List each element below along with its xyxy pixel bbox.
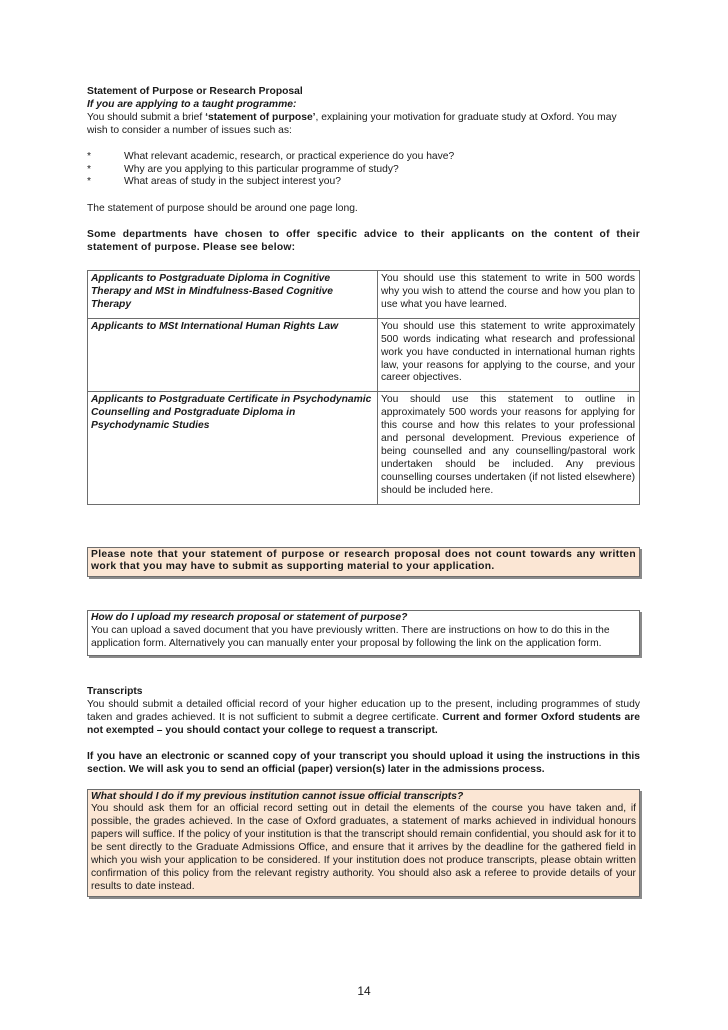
applicants-cell: Applicants to MSt International Human Rights Law	[88, 318, 378, 392]
page-number: 14	[357, 984, 371, 998]
length-note: The statement of purpose should be around one page long.	[87, 203, 358, 215]
list-item: * What areas of study in the subject interest you?	[87, 176, 341, 188]
upload-answer: You can upload a saved document that you have previously written. There are instructions on how to do this in the application form. Alternatively you can manually enter your proposal by following the link on the application form.	[91, 625, 610, 650]
electronic-copy-note: If you have an electronic or scanned copy of your transcript you should upload it using the instructions in this section. We will ask you to send an official (paper) version(s) later in the admissions process.	[87, 750, 640, 775]
purpose-bullet-list	[87, 151, 640, 190]
faq-question: What should I do if my previous institution cannot issue official transcripts?	[91, 790, 464, 802]
advice-cell: You should use this statement to outline in approximately 500 words your reasons for applying for this course and how this relates to your professional and personal development. Previous experience of being counselled and any counselling/pastoral work undertaken should be included. Any previous counselling courses undertaken (if not listed elsewhere) should be included here.	[378, 392, 640, 504]
advice-cell: You should use this statement to write approximately 500 words indicating what research and professional work you have conducted in international human rights law, your reasons for applying to the course, and your career objectives.	[378, 318, 640, 392]
faq-box	[87, 789, 640, 897]
upload-box	[87, 610, 640, 656]
applicants-cell: Applicants to Postgraduate Diploma in Cognitive Therapy and MSt in Mindfulness-Based Cognitive Therapy	[88, 271, 378, 319]
purpose-heading: Statement of Purpose or Research Proposal	[87, 86, 303, 97]
advice-table	[87, 270, 640, 505]
table-row	[88, 392, 640, 504]
departments-note: Some departments have chosen to offer specific advice to their applicants on the content of their statement of purpose. Please see below:	[87, 229, 640, 254]
advice-cell: You should use this statement to write in 500 words why you wish to attend the course and how you plan to use what you have learned.	[378, 271, 640, 319]
list-item: * What relevant academic, research, or practical experience do you have?	[87, 150, 455, 162]
note-text: Please note that your statement of purpose or research proposal does not count towards any written work that you may have to submit as supporting material to your application.	[91, 548, 636, 573]
upload-question: How do I upload my research proposal or statement of purpose?	[91, 612, 408, 624]
document-page	[87, 86, 640, 897]
transcripts-body: You should submit a detailed official record of your higher education up to the present, including programmes of study taken and grades achieved. It is not sufficient to submit a degree certificate. Current and former Oxford students are not exempted – you should contact your college to request a transcript.	[87, 699, 641, 736]
applicants-cell: Applicants to Postgraduate Certificate in Psychodynamic Counselling and Postgraduate Diploma in Psychodynamic Studies	[88, 392, 378, 504]
table-row	[88, 318, 640, 392]
purpose-subheading: If you are applying to a taught programme:	[87, 98, 297, 110]
purpose-intro: You should submit a brief ‘statement of purpose’, explaining your motivation for graduate study at Oxford. You may wish to consider a number of issues such as:	[87, 111, 617, 136]
list-item: * Why are you applying to this particular programme of study?	[87, 163, 399, 175]
table-row	[88, 271, 640, 319]
note-box	[87, 547, 640, 578]
transcripts-heading: Transcripts	[87, 686, 143, 698]
faq-answer: You should ask them for an official record setting out in detail the elements of the course you have taken and, if possible, the grades achieved. In the case of Oxford graduates, a statement of marks achieved in individual honours papers will suffice. If the policy of your institution is that the transcript should remain confidential, you should ask for it to be sent directly to the Graduate Admissions Office, and ensure that it arrives by the deadline for the gathered field in which you wish your application to be considered. If your institution does not produce transcripts, please obtain written confirmation of this policy from the relevant registry authority. You should also ask a referee to provide details of your results to date instead.	[91, 803, 636, 892]
